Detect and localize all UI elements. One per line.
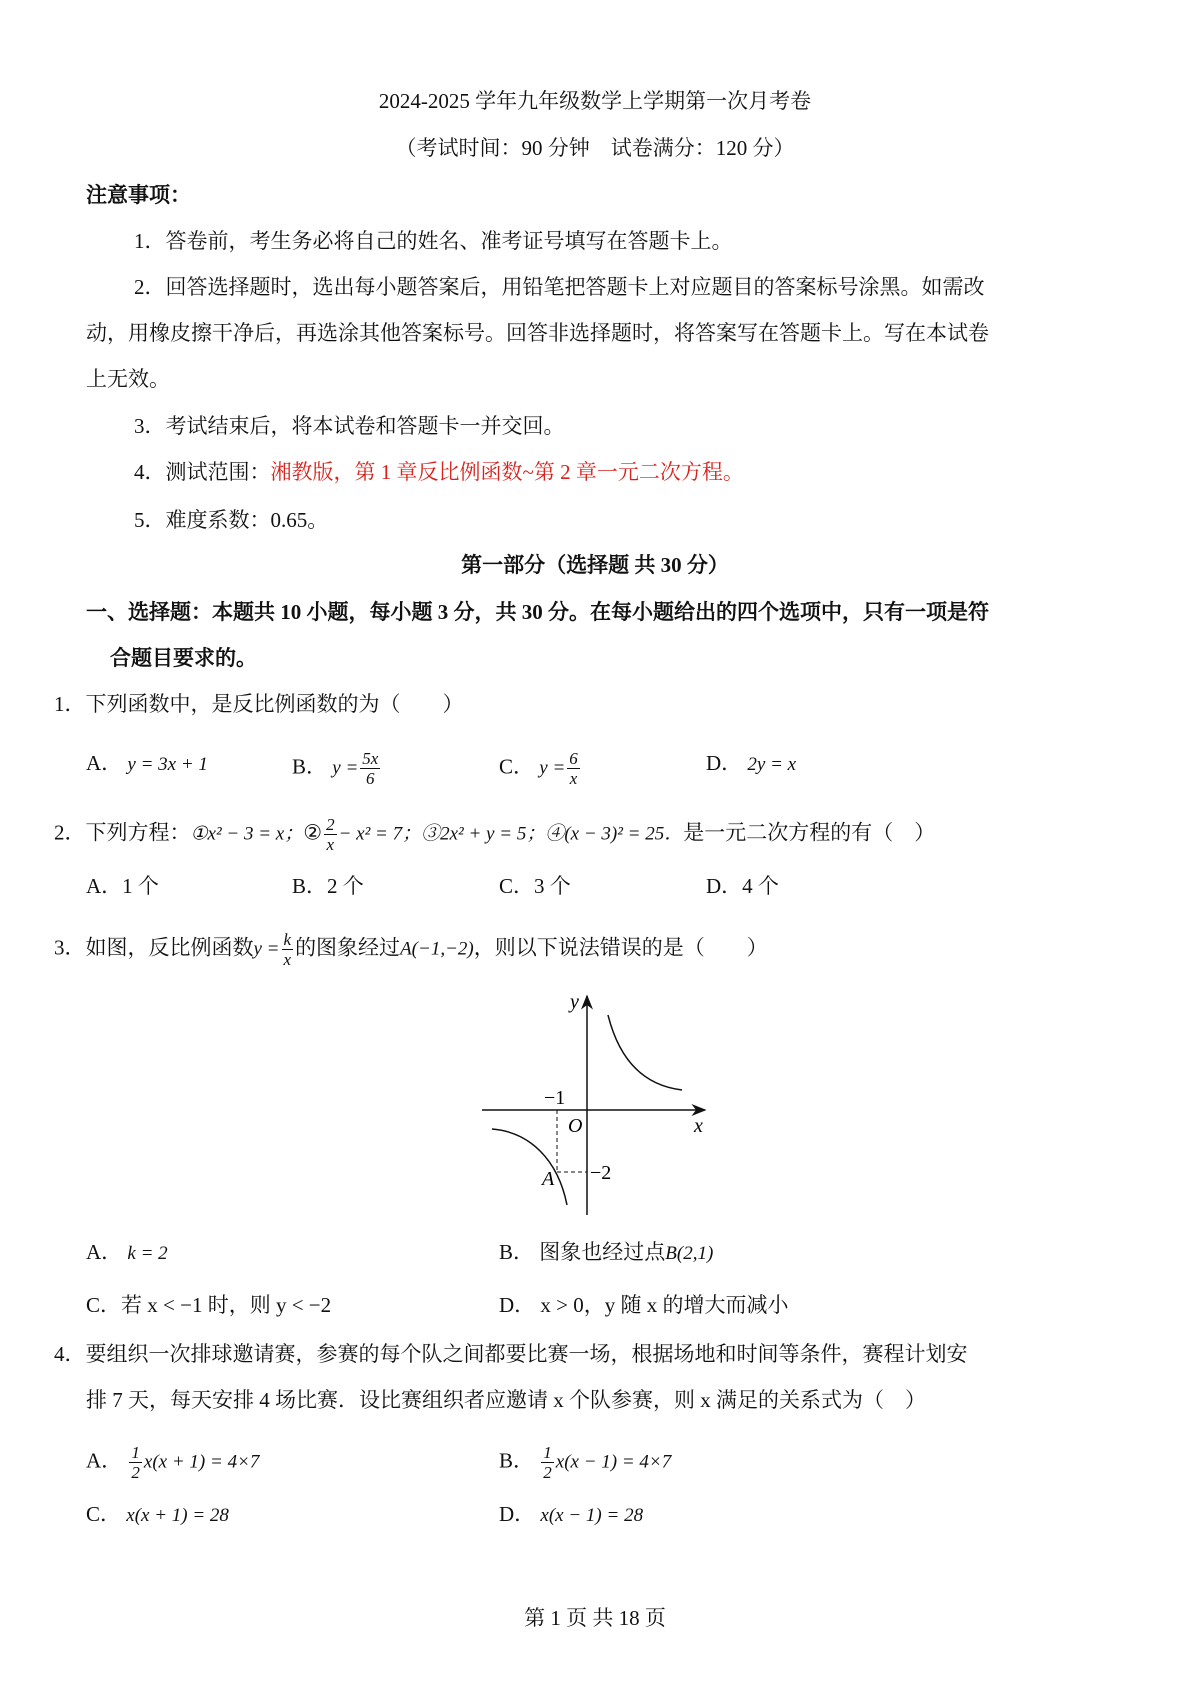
- q4-stem-line-1: 4．要组织一次排球邀请赛，参赛的每个队之间都要比赛一场，根据场地和时间等条件，赛程计划安: [54, 1342, 968, 1366]
- q4-option-a: A． $\frac{1}{2}$ x(x + 1) = 4×7: [86, 1443, 260, 1482]
- q2-option-c: C．3 个: [499, 874, 571, 898]
- q3-option-c: C．若 x < −1 时，则 y < −2: [86, 1293, 332, 1317]
- y-tick-label: −2: [590, 1162, 612, 1184]
- page-footer: 第 1 页 共 18 页: [524, 1606, 666, 1630]
- exam-subtitle: （考试时间：90 分钟 试卷满分：120 分）: [395, 136, 795, 160]
- q4-option-b: B． $\frac{1}{2}$ x(x − 1) = 4×7: [499, 1443, 672, 1482]
- section-heading-line-1: 一、选择题：本题共 10 小题，每小题 3 分，共 30 分。在每小题给出的四个选项中，只有一项是符: [86, 600, 989, 624]
- q1-option-a: A． y = 3x + 1: [86, 751, 208, 775]
- q3-option-a: A． k = 2: [86, 1240, 168, 1264]
- point-a-label: A: [542, 1168, 555, 1190]
- q2-option-d: D．4 个: [706, 874, 779, 898]
- note-2-line-1: 2．回答选择题时，选出每小题答案后，用铅笔把答题卡上对应题目的答案标号涂黑。如需改: [134, 275, 985, 299]
- x-tick-label: −1: [544, 1087, 566, 1109]
- q3-option-b: B． 图象也经过点B(2,1): [499, 1240, 714, 1264]
- q2-stem: 2．下列方程：①x² − 3 = x；② $\frac{2}{x}$ − x² = 7；③2x² + y = 5；④(x − 3)² = 25．是一元二次方程的有（ ）: [54, 815, 936, 854]
- note-2-line-3: 上无效。: [86, 367, 170, 391]
- curve-branch-lower: [492, 1129, 567, 1205]
- q1-stem: 1．下列函数中，是反比例函数的为（ ）: [54, 692, 464, 716]
- q4-option-d: D． x(x − 1) = 28: [499, 1502, 644, 1526]
- exam-title: 2024-2025 学年九年级数学上学期第一次月考卷: [378, 89, 812, 113]
- hyperbola-figure: [460, 980, 740, 1230]
- x-axis-label: x: [694, 1115, 703, 1137]
- q1-option-b: B． y = $\frac{5x}{6}$: [292, 749, 379, 788]
- note-4: [134, 458, 744, 486]
- note-4-scope: 湘教版，第 1 章反比例函数~第 2 章一元二次方程。: [270, 460, 744, 484]
- notes-heading: 注意事项：: [86, 183, 191, 207]
- q3-option-d: D． x > 0，y 随 x 的增大而减小: [499, 1293, 789, 1317]
- origin-label: O: [568, 1115, 583, 1137]
- y-axis-label: y: [570, 991, 579, 1013]
- q1-option-c: C． y = $\frac{6}{x}$: [499, 749, 578, 788]
- q3-stem: 3．如图，反比例函数y = $\frac{k}{x}$ 的图象经过A(−1,−2)，则以下说法错误的是（ ）: [54, 930, 768, 969]
- curve-branch-upper: [608, 1015, 682, 1090]
- note-4-prefix: 4．测试范围：: [134, 460, 271, 484]
- q2-option-a: A．1 个: [86, 874, 159, 898]
- part1-title: 第一部分（选择题 共 30 分）: [461, 553, 729, 577]
- note-5: 5．难度系数：0.65。: [134, 508, 329, 532]
- note-2-line-2: 动，用橡皮擦干净后，再选涂其他答案标号。回答非选择题时，将答案写在答题卡上。写在本试卷: [86, 321, 989, 345]
- q4-stem-line-2: 排 7 天，每天安排 4 场比赛．设比赛组织者应邀请 x 个队参赛，则 x 满足的关系式为（ ）: [86, 1388, 926, 1412]
- section-heading-line-2: 合题目要求的。: [110, 646, 257, 670]
- note-3: 3．考试结束后，将本试卷和答题卡一并交回。: [134, 414, 565, 438]
- q2-option-b: B．2 个: [292, 874, 364, 898]
- note-1: 1．答卷前，考生务必将自己的姓名、准考证号填写在答题卡上。: [134, 229, 733, 253]
- q4-option-c: C． x(x + 1) = 28: [86, 1502, 229, 1526]
- q1-option-d: D． 2y = x: [706, 751, 797, 775]
